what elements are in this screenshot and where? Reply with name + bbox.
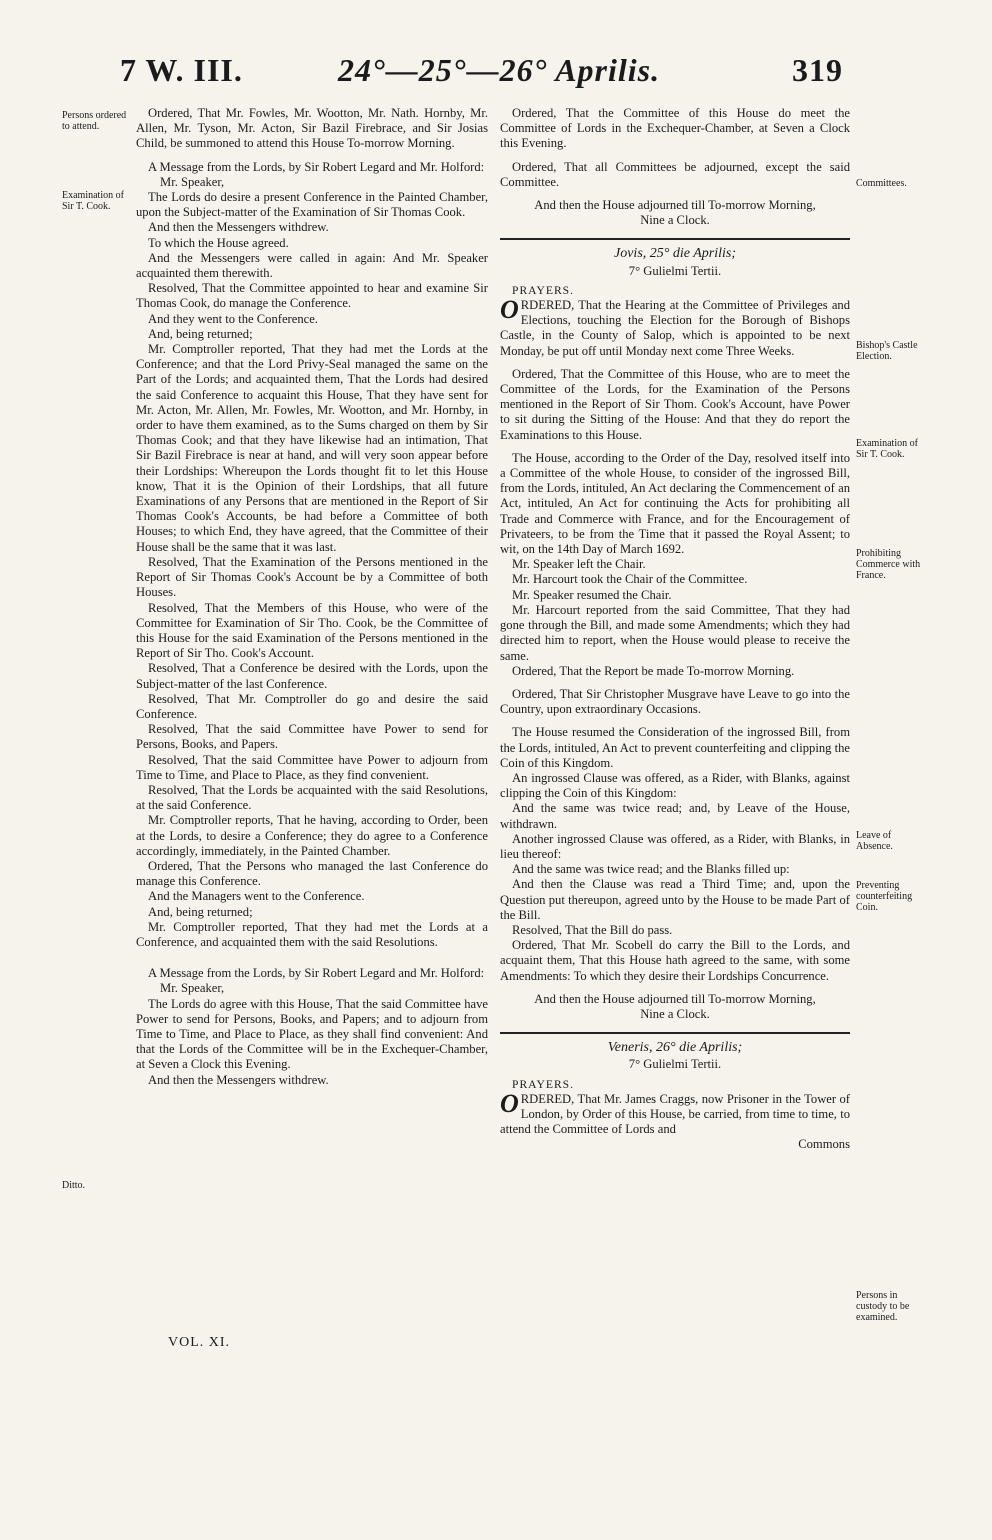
paragraph: Mr. Harcourt took the Chair of the Committee. <box>512 572 748 587</box>
paragraph: And the same was twice read; and, by Leave of the House, withdrawn. <box>500 801 850 831</box>
adjournment: And then the House adjourned till To-morrow Morning, Nine a Clock. <box>534 198 816 228</box>
left-column <box>136 106 488 1088</box>
paragraph: Mr. Comptroller reported, That they had met the Lords at the Conference; and that the Lord Privy-Seal managed the same on the Part of the Lords; and acquainted them, That the Lords had desired the said Conference to acquaint this House, That they have sent for Mr. Acton, Mr. Allen, Mr. Fowles, Mr. Wootton, and Mr. Hornby, in order to have them examined, as to the Sums charged on them by Sir Thomas Cook; and that they have likewise had an intimation, That Sir Bazil Firebrace is near at hand, and will very soon appear before their Lordships: Whereupon the Lords thought fit to let this House know, That it is the Opinion of their Lordships, that all future Examinations of any Persons that are mentioned in the Report of Sir Thomas Cook's Accounts, be had before a Committee of both Houses; to which End, they have agreed, that the Committee of their House shall be the same that it was last. <box>136 342 488 554</box>
paragraph: And they went to the Conference. <box>148 311 318 326</box>
prayers-label: PRAYERS. <box>512 283 575 297</box>
paragraph: And then the Messengers withdrew. <box>148 220 329 235</box>
paragraph: Ordered, That the Persons who managed the last Conference do manage this Conference. <box>136 858 488 889</box>
paragraph: And the Managers went to the Conference. <box>148 889 365 904</box>
right-column <box>500 106 850 1153</box>
catchword: Commons <box>798 1137 850 1152</box>
paragraph: Ordered, That the Committee of this House, who are to meet the Committee of the Lords, for the Examination of the Persons mentioned in the Report of Sir Thom. Cook's Account, have Power to sit during the Sitting of the House: And that they do report the Examinations to this House. <box>500 366 850 442</box>
paragraph: Mr. Comptroller reports, That he having, according to Order, been at the Lords, to desire a Conference; they do agree to a Conference accordingly, immediately, in the Painted Chamber. <box>136 813 488 858</box>
paragraph: And the same was twice read; and the Blanks filled up: <box>512 862 790 877</box>
paragraph: And, being returned; <box>148 904 253 919</box>
margin-note-preventing: Preventing counterfeiting Coin. <box>856 880 913 913</box>
margin-note-committees: Committees. <box>856 178 907 189</box>
paragraph: Mr. Speaker left the Chair. <box>512 557 646 572</box>
paragraph: Ordered, That the Report be made To-morrow Morning. <box>512 663 795 678</box>
paragraph: Resolved, That the Members of this House, who were of the Committee for Examination of Sir Tho. Cook, be the Committee of this House for the said Examination of the Persons mentioned in the Report of Sir Tho. Cook's Account. <box>136 600 488 661</box>
drop-cap: O <box>500 295 519 325</box>
paragraph: Mr. Speaker, <box>160 174 225 189</box>
paragraph: Mr. Harcourt reported from the said Committee, That they had gone through the Bill, and made some Amendments; which they had directed him to report, when the House would please to receive the same. <box>500 602 850 663</box>
paragraph: An ingrossed Clause was offered, as a Rider, with Blanks, against clipping the Coin of this Kingdom: <box>500 770 850 801</box>
paragraph: Resolved, That the Committee appointed to hear and examine Sir Thomas Cook, do manage the Conference. <box>136 281 488 311</box>
drop-cap: O <box>500 1088 519 1118</box>
day-heading: Jovis, 25° die Aprilis; <box>614 246 736 262</box>
paragraph-text: RDERED, That the Hearing at the Committee of Privileges and Elections, touching the Election for the Borough of Bishops Castle, in the County of Salop, which is appointed to be next Monday, be put off until Monday next come Three Weeks. <box>500 298 850 358</box>
paragraph: Resolved, That Mr. Comptroller do go and desire the said Conference. <box>136 691 488 721</box>
paragraph: Resolved, That the said Committee have Power to send for Persons, Books, and Papers. <box>136 722 488 752</box>
paragraph <box>500 295 850 359</box>
section-divider <box>500 238 850 240</box>
paragraph: And, being returned; <box>148 326 253 341</box>
paragraph <box>500 1088 850 1138</box>
margin-note-leave: Leave of Absence. <box>856 830 893 852</box>
paragraph: Resolved, That the said Committee have Power to adjourn from Time to Time, and Place to Place, as they find convenient. <box>136 752 488 782</box>
day-heading: Veneris, 26° die Aprilis; <box>607 1040 743 1056</box>
margin-note-prohibiting: Prohibiting Commerce with France. <box>856 548 921 581</box>
paragraph: And then the Messengers withdrew. <box>148 1072 329 1087</box>
volume-footer: VOL. XI. <box>168 1335 231 1350</box>
adjournment: And then the House adjourned till To-morrow Morning, Nine a Clock. <box>534 991 816 1021</box>
regnal-year-header: 7 W. III. <box>120 52 243 88</box>
paragraph: The House, according to the Order of the Day, resolved itself into a Committee of the whole House, to consider of the ingrossed Bill, from the Lords, intituled, An Act declaring the Commencement of an Act, intituled, An Act for continuing the Acts for prohibiting all Trade and Commerce with France, and for the Encouragement of Privateers, to be from the Time that it passed the Royal Assent; to wit, on the 14th Day of March 1692. <box>500 450 850 557</box>
margin-note-custody: Persons in custody to be examined. <box>856 1290 910 1323</box>
paragraph: The Lords do desire a present Conference in the Painted Chamber, upon the Subject-matter of the Examination of Sir Thomas Cook. <box>136 190 488 220</box>
paragraph: And then the Clause was read a Third Time; and, upon the Question put thereupon, agreed unto by the House to be made Part of the Bill. <box>500 877 850 922</box>
paragraph: Mr. Speaker, <box>160 981 225 996</box>
margin-note-bishops-castle: Bishop's Castle Election. <box>856 340 918 362</box>
paragraph: Mr. Speaker resumed the Chair. <box>512 587 672 602</box>
paragraph: Another ingrossed Clause was offered, as a Rider, with Blanks, in lieu thereof: <box>500 831 850 861</box>
page-number: 319 <box>792 52 843 88</box>
day-subheading: 7° Gulielmi Tertii. <box>628 263 722 278</box>
margin-note-persons-ordered: Persons ordered to attend. <box>62 110 127 132</box>
paragraph: The House resumed the Consideration of the ingrossed Bill, from the Lords, intituled, An Act to prevent counterfeiting and clipping the Coin of this Kingdom. <box>500 725 850 770</box>
margin-note-examination: Examination of Sir T. Cook. <box>62 190 124 212</box>
paragraph: Ordered, That all Committees be adjourned, except the said Committee. <box>500 159 850 189</box>
margin-note-ditto: Ditto. <box>62 1180 86 1191</box>
paragraph: To which the House agreed. <box>148 235 289 250</box>
paragraph: Ordered, That Mr. Scobell do carry the Bill to the Lords, and acquaint them, That this House hath agreed to the same, with some Amendments: To which they desire their Lordships Concurrence. <box>500 938 850 983</box>
margin-note-examination-right: Examination of Sir T. Cook. <box>856 438 918 460</box>
paragraph: Mr. Comptroller reported, That they had met the Lords at a Conference, and acquainted them with the said Resolutions. <box>136 919 488 949</box>
paragraph: Resolved, That a Conference be desired with the Lords, upon the Subject-matter of the last Conference. <box>136 661 488 691</box>
paragraph: Ordered, That Mr. Fowles, Mr. Wootton, Mr. Nath. Hornby, Mr. Allen, Mr. Tyson, Mr. Acton, Sir Bazil Firebrace, and Sir Josias Child, be summoned to attend this House To-morrow Morning. <box>136 106 488 151</box>
day-subheading: 7° Gulielmi Tertii. <box>628 1057 722 1072</box>
paragraph: Resolved, That the Bill do pass. <box>512 922 673 937</box>
paragraph: Ordered, That the Committee of this House do meet the Committee of Lords in the Exchequer-Chamber, at Seven a Clock this Evening. <box>500 106 850 151</box>
paragraph: Resolved, That the Examination of the Persons mentioned in the Report of Sir Thomas Cook's Account be by a Committee of both Houses. <box>136 554 488 600</box>
prayers-label: PRAYERS. <box>512 1077 575 1091</box>
paragraph: A Message from the Lords, by Sir Robert Legard and Mr. Holford: <box>148 966 485 981</box>
paragraph: The Lords do agree with this House, That the said Committee have Power to send for Persons, Books, and Papers; and to adjourn from Time to Time, and Place to Place, as they shall find convenient: And that the Lords of the Committee will be in the Exchequer-Chamber, at Seven a Clock this Evening. <box>136 996 488 1072</box>
paragraph: A Message from the Lords, by Sir Robert Legard and Mr. Holford: <box>148 159 485 174</box>
paragraph-text: RDERED, That Mr. James Craggs, now Prisoner in the Tower of London, by Order of this House, be carried, from time to time, to attend the Committee of Lords and <box>500 1091 850 1137</box>
date-header: 24°—25°—26° Aprilis. <box>338 52 661 88</box>
section-divider <box>500 1032 850 1034</box>
paragraph: Ordered, That Sir Christopher Musgrave have Leave to go into the Country, upon extraordinary Occasions. <box>500 686 850 717</box>
paragraph: And the Messengers were called in again: And Mr. Speaker acquainted them therewith. <box>136 250 488 281</box>
paragraph: Resolved, That the Lords be acquainted with the said Resolutions, at the said Conference. <box>136 782 488 813</box>
